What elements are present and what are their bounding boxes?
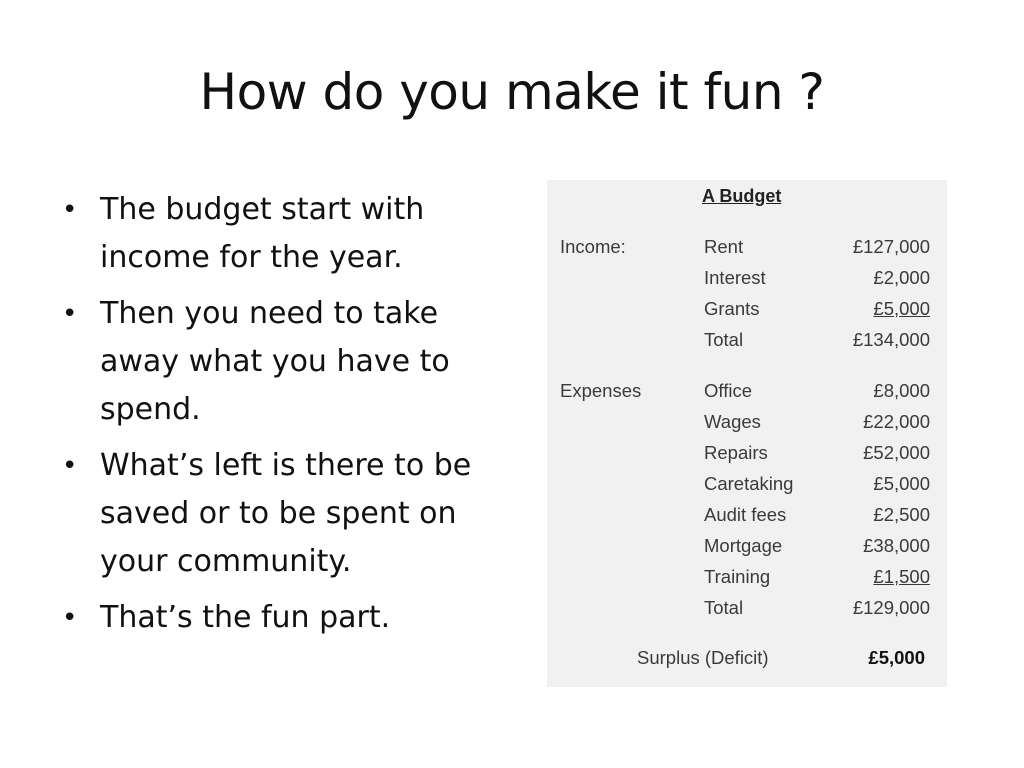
expense-item-amount: £52,000 <box>863 442 930 463</box>
surplus-label: Surplus (Deficit) <box>637 647 769 668</box>
expense-item-name: Office <box>704 380 752 401</box>
expense-item-name: Mortgage <box>704 535 783 556</box>
budget-row <box>547 504 947 530</box>
bullet-item <box>58 442 498 586</box>
budget-row <box>547 380 947 406</box>
income-total-label: Total <box>704 329 744 350</box>
expense-item-name: Audit fees <box>704 504 787 525</box>
bullet-item <box>58 594 498 642</box>
budget-row <box>547 267 947 293</box>
expense-item-amount: £2,500 <box>873 504 930 525</box>
income-item-amount: £2,000 <box>873 267 930 288</box>
bullet-dot-icon: • <box>62 299 78 329</box>
income-item-amount: £127,000 <box>852 236 930 257</box>
income-item-amount: £5,000 <box>873 298 930 319</box>
bullet-dot-icon: • <box>62 195 78 225</box>
budget-row <box>547 411 947 437</box>
bullet-dot-icon: • <box>62 451 78 481</box>
budget-row <box>547 442 947 468</box>
budget-row <box>547 597 947 623</box>
expenses-section-label: Expenses <box>560 380 642 401</box>
bullet-text: Then you need to take away what you have to spend. <box>100 296 450 427</box>
income-item-name: Interest <box>704 267 766 288</box>
expense-item-amount: £1,500 <box>873 566 930 587</box>
income-total-amount: £134,000 <box>852 329 930 350</box>
income-item-name: Rent <box>704 236 744 257</box>
bullet-text: That’s the fun part. <box>100 600 391 635</box>
budget-row <box>547 298 947 324</box>
expense-item-amount: £38,000 <box>863 535 930 556</box>
budget-row <box>547 535 947 561</box>
bullet-list <box>58 186 498 650</box>
expense-item-name: Caretaking <box>704 473 794 494</box>
expense-item-name: Training <box>704 566 771 587</box>
expenses-total-label: Total <box>704 597 744 618</box>
expense-item-name: Wages <box>704 411 761 432</box>
bullet-item <box>58 290 498 434</box>
budget-table-image <box>547 180 947 687</box>
budget-row <box>547 329 947 355</box>
income-item-name: Grants <box>704 298 760 319</box>
expenses-total-amount: £129,000 <box>852 597 930 618</box>
expense-item-name: Repairs <box>704 442 768 463</box>
surplus-amount: £5,000 <box>868 647 925 668</box>
bullet-item <box>58 186 498 282</box>
expense-item-amount: £22,000 <box>863 411 930 432</box>
expense-item-amount: £8,000 <box>873 380 930 401</box>
bullet-text: The budget start with income for the year. <box>100 192 425 275</box>
budget-row <box>547 647 947 673</box>
bullet-text: What’s left is there to be saved or to be spent on your community. <box>100 448 472 579</box>
bullet-dot-icon: • <box>62 603 78 633</box>
budget-row <box>547 236 947 262</box>
budget-row <box>547 473 947 499</box>
expense-item-amount: £5,000 <box>873 473 930 494</box>
budget-title: A Budget <box>702 186 782 206</box>
slide-title: How do you make it fun ? <box>199 63 825 121</box>
budget-row <box>547 566 947 592</box>
income-section-label: Income: <box>560 236 626 257</box>
